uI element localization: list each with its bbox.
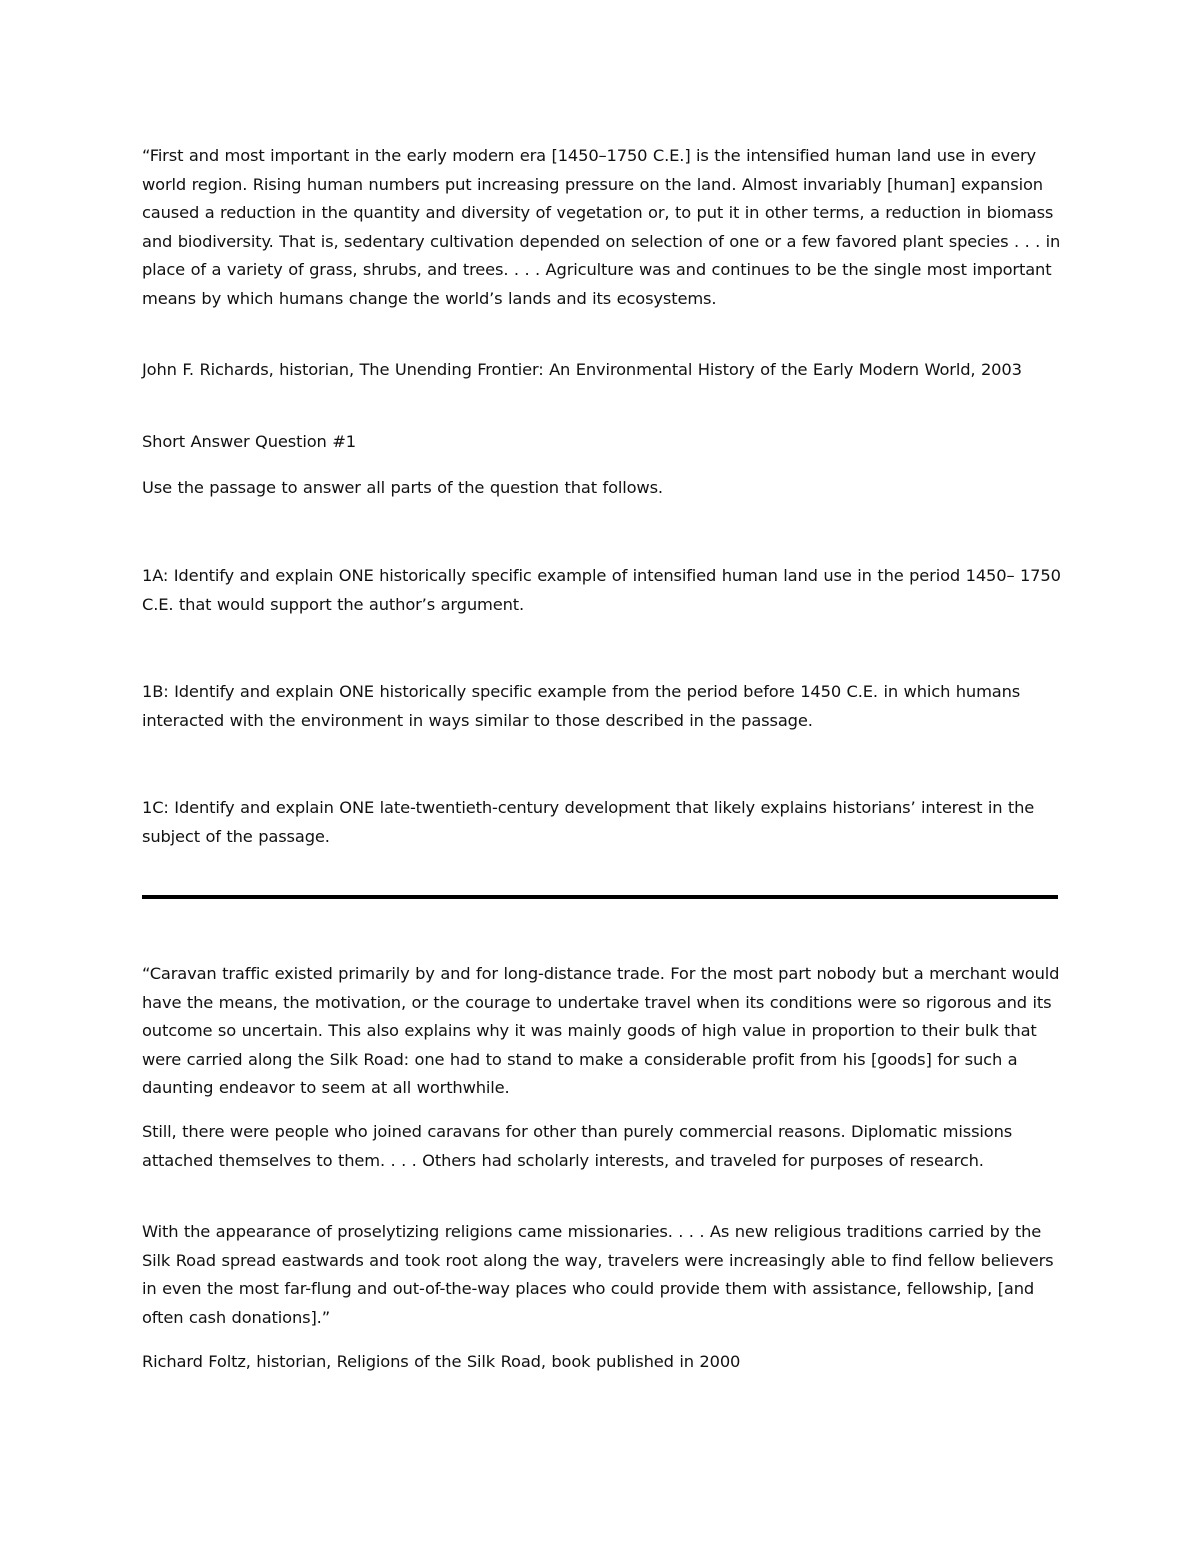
passage-2-paragraph-3: With the appearance of proselytizing religions came missionaries. . . . As new religious traditions carried by the Silk Road spread eastwards and took root along the way, travelers were increasingly able to find fellow believers in even the most far-flung and out-of-the-way places who could provide them with assistance, fellowship, [and often cash donations].” xyxy=(142,1222,1054,1327)
passage-2-paragraph-1: “Caravan traffic existed primarily by and for long-distance trade. For the most part nobody but a merchant would have the means, the motivation, or the courage to undertake travel when its conditions were so rigorous and its outcome so uncertain. This also explains why it was mainly goods of high value in proportion to their bulk that were carried along the Silk Road: one had to stand to make a considerable profit from his [goods] for such a daunting endeavor to seem at all worthwhile. xyxy=(142,964,1060,1098)
question-part-1a: 1A: Identify and explain ONE historically specific example of intensified human land use in the period 1450– 1750 C.E. that would support the author’s argument. xyxy=(142,566,1061,614)
question-part-1c: 1C: Identify and explain ONE late-twentieth-century development that likely explains historians’ interest in the subject of the passage. xyxy=(142,798,1035,846)
question-instruction: Use the passage to answer all parts of the question that follows. xyxy=(142,478,663,497)
section-divider xyxy=(142,895,1058,899)
passage-2-citation: Richard Foltz, historian, Religions of the Silk Road, book published in 2000 xyxy=(142,1352,741,1371)
passage-2-paragraph-2: Still, there were people who joined caravans for other than purely commercial reasons. Diplomatic missions attached themselves to them. . . . Others had scholarly interests, and traveled for purposes of research. xyxy=(142,1122,1013,1170)
question-title: Short Answer Question #1 xyxy=(142,432,356,451)
passage-1-citation: John F. Richards, historian, The Unending Frontier: An Environmental History of the Early Modern World, 2003 xyxy=(142,360,1022,379)
passage-1-text: “First and most important in the early modern era [1450–1750 C.E.] is the intensified human land use in every world region. Rising human numbers put increasing pressure on the land. Almost invariably [human] expansion caused a reduction in the quantity and diversity of vegetation or, to put it in other terms, a reduction in biomass and biodiversity. That is, sedentary cultivation depended on selection of one or a few favored plant species . . . in place of a variety of grass, shrubs, and trees. . . . Agriculture was and continues to be the single most important means by which humans change the world’s lands and its ecosystems. xyxy=(142,146,1061,308)
question-part-1b: 1B: Identify and explain ONE historically specific example from the period before 1450 C.E. in which humans interacted with the environment in ways similar to those described in the passage. xyxy=(142,682,1021,730)
